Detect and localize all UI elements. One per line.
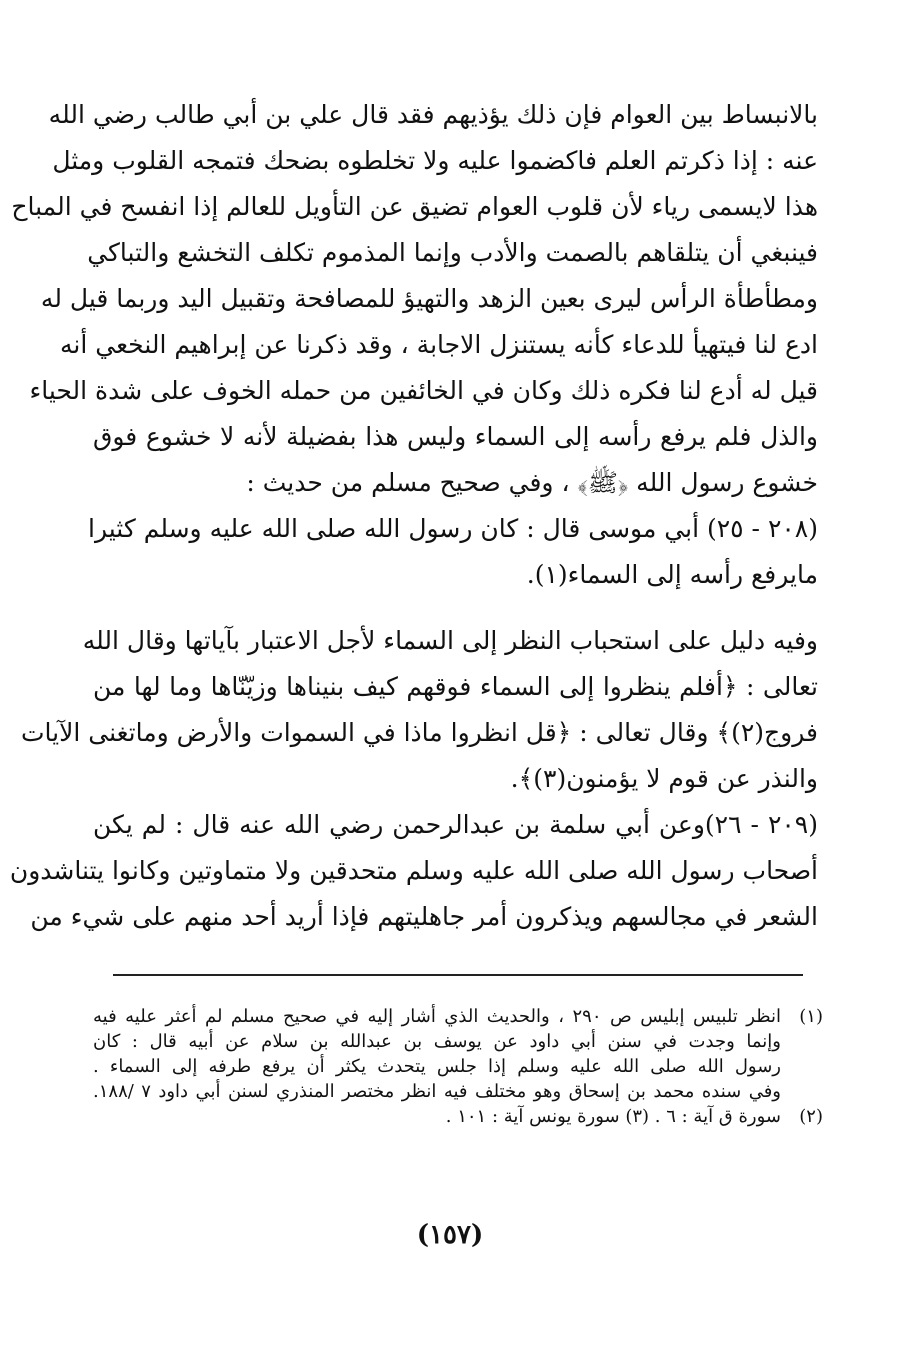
text-line: عنه : إذا ذكرتم العلم فاكضموا عليه ولا تخلطوه بضحك فتمجه القلوب ومثل	[52, 146, 818, 175]
footnote-line: سورة ق آية : ٦ . (٣) سورة يونس آية : ١٠١ .	[445, 1106, 781, 1127]
footnotes	[93, 1004, 823, 1129]
footnote-1	[93, 1004, 823, 1104]
text-line: ومطأطأة الرأس ليرى بعين الزهد والتهيؤ للمصافحة وتقبيل اليد وربما قيل له	[40, 284, 818, 313]
text-line: الشعر في مجالسهم ويذكرون أمر جاهليتهم فإذا أريد أحد منهم على شيء من	[30, 902, 818, 931]
footnote-number: (١)	[799, 1006, 823, 1027]
footnote-line: وفي سنده محمد بن إسحاق وهو مختلف فيه انظر مختصر المنذري لسنن أبي داود ٧ /١٨٨.	[93, 1081, 781, 1102]
main-text	[9, 92, 818, 940]
hadith-line: (٢٠٩ - ٢٦)وعن أبي سلمة بن عبدالرحمن رضي الله عنه قال : لم يكن	[93, 810, 818, 839]
paragraph-gap	[93, 598, 818, 618]
footnote-line: رسول الله صلى الله عليه وسلم إذا جلس يتحدث يكثر أن يرفع طرفه إلى السماء .	[93, 1056, 781, 1077]
text-line: وفيه دليل على استحباب النظر إلى السماء لأجل الاعتبار بآياتها وقال الله	[82, 626, 818, 655]
text-line: فينبغي أن يتلقاهم بالصمت والأدب وإنما المذموم تكلف التخشع والتباكي	[87, 238, 818, 267]
footnote-body	[93, 1004, 781, 1104]
footnote-number: (٢)	[799, 1106, 823, 1127]
hadith-line: (٢٠٨ - ٢٥) أبي موسى قال : كان رسول الله صلى الله عليه وسلم كثيرا	[88, 514, 818, 543]
text-line: ادع لنا فيتهيأ للدعاء كأنه يستنزل الاجابة ، وقد ذكرنا عن إبراهيم النخعي أنه	[60, 330, 818, 359]
text-line: مايرفع رأسه إلى السماء(١).	[526, 560, 818, 589]
text-line: والذل فلم يرفع رأسه إلى السماء وليس هذا بفضيلة لأنه لا خشوع فوق	[93, 422, 818, 451]
text-line: خشوع رسول الله ﴿ﷺ﴾ ، وفي صحيح مسلم من حديث :	[246, 468, 818, 497]
text-line: والنذر عن قوم لا يؤمنون(٣)﴾.	[510, 764, 818, 793]
footnote-2	[93, 1104, 823, 1129]
text-line: قيل له أدع لنا فكره ذلك وكان في الخائفين من حمله الخوف على شدة الحياء	[29, 376, 818, 405]
text-line: تعالى : ﴿أفلم ينظروا إلى السماء فوقهم كيف بنيناها وزيّنّاها وما لها من	[93, 672, 818, 701]
text-line: أصحاب رسول الله صلى الله عليه وسلم متحدقين ولا متماوتين وكانوا يتناشدون	[9, 856, 818, 885]
footnote-body	[93, 1104, 781, 1129]
text-line: بالانبساط بين العوام فإن ذلك يؤذيهم فقد قال علي بن أبي طالب رضي الله	[48, 100, 818, 129]
footnote-line: وإنما وجدت في سنن أبي داود عن يوسف بن عبدالله بن سلام عن أبيه قال : كان	[93, 1031, 781, 1052]
text-line: هذا لايسمى رياء لأن قلوب العوام تضيق عن التأويل للعالم إذا انفسح في المباح	[11, 192, 818, 221]
footnote-divider	[113, 974, 803, 976]
page-number: (١٥٧)	[416, 1220, 484, 1250]
footnote-line: انظر تلبيس إبليس ص ٢٩٠ ، والحديث الذي أشار إليه في صحيح مسلم لم أعثر عليه فيه	[93, 1006, 781, 1027]
text-line: فروج(٢)﴾ وقال تعالى : ﴿قل انظروا ماذا في السموات والأرض وماتغنى الآيات	[20, 718, 818, 747]
